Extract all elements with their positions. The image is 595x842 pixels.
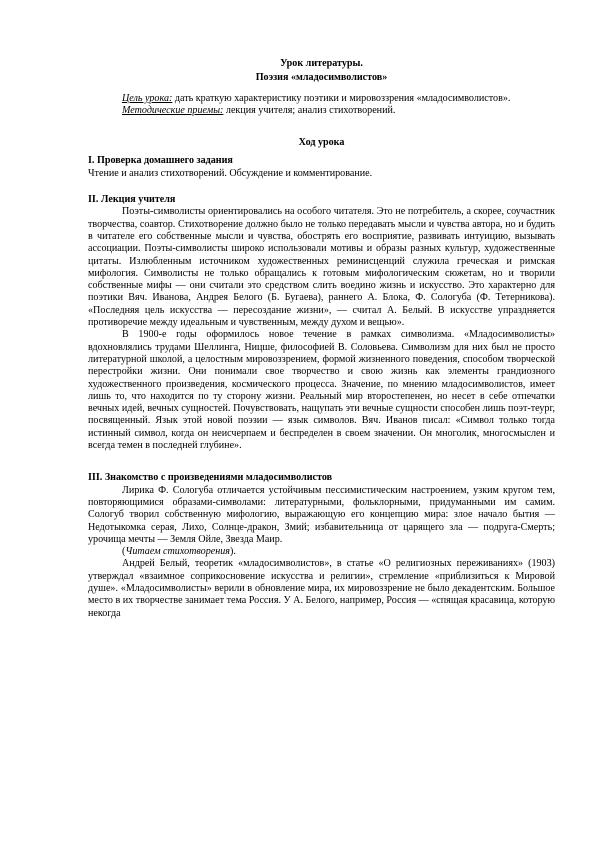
methods-paragraph: [88, 105, 555, 117]
reading-note: [88, 546, 555, 558]
section-2-heading: II. Лекция учителя: [88, 194, 176, 206]
section-3-paragraph-1: Лирика Ф. Сологуба отличается устойчивым пессимистическим настроением, узким кругом тем, повторяющимися образами-символами: литературными, фольклорными, придуманными им самим. Сологуб творил собственную мифологию, выражающую его концепцию мира: злое начало бытия — Недотыкомка серая, Лихо, Солнце-дракон, Змий; избавительница от царящего зла — подруга-Смерть; урочища мечты — Земля Ойле, Звезда Маир.: [88, 484, 555, 545]
goal-paragraph: [88, 93, 555, 105]
lesson-title: Урок литературы.: [280, 58, 363, 69]
reading-open: (: [122, 546, 126, 558]
section-1-heading: I. Проверка домашнего задания: [88, 155, 233, 167]
section-2-paragraph-2: В 1900-е годы оформилось новое течение в рамках символизма. «Младосимволисты» вдохновлялись трудами Шеллинга, Ницше, философией В. Соловьева. Символизм для них был не просто литературной школой, а целостным мировоззрением, формой жизненного поведения, способом творческой перестройки жизни. Они понимали свое творчество и свою жизнь как элементы грандиозного художественного произведения, космического процесса. Значение, по мнению младосимволистов, имеет лишь то, что находится по ту сторону жизни. Реальный мир второстепенен, но несет в себе отпечатки вечных идей, вечных сущностей. Почувствовать, нащупать эти вечные сущности способен лишь поэт-теург, посвященный. Язык этой новой поэзии — язык символов. Вяч. Иванов писал: «Символ только тогда истинный символ, когда он неисчерпаем и беспределен в своем значении. Он многолик, многосмыслен и всегда темен в последней глубине».: [88, 329, 555, 452]
section-2-paragraph-1: Поэты-символисты ориентировались на особого читателя. Это не потребитель, а скорее, соучастник творчества, соавтор. Стихотворение должно было не только передавать мысли и чувства автора, но и будить в читателе его собственные мысли и чувства, обострять его восприятие, развивать интуицию, вызывать ассоциации. Поэты-символисты широко использовали мотивы и образы разных культур, художественные цитаты. Излюбленным источником художественных реминисценций служила греческая и римская мифология. Символисты не только обращались к готовым мифологическим сюжетам, но и творили собственные мифы — они считали это средством слить воедино жизнь и искусство. Это характерно для поэтики Вяч. Иванова, Андрея Белого (Б. Бугаева), раннего А. Блока, Ф. Сологуба (Ф. Тетерникова). «Последняя цель искусства — пересоздание жизни», — считал А. Белый. В искусстве упраздняется противоречие между идеальным и чувственным, между духом и вещью».: [88, 206, 555, 329]
methods-label: Методические приемы:: [122, 104, 224, 116]
section-3-paragraph-2: Андрей Белый, теоретик «младосимволистов», в статье «О религиозных переживаниях» (1903) утверждал «взаимное соприкосновение искусства и религии», стремление «приблизиться к Мировой душе». «Младосимволисты» верили в обновление мира, их мировоззрение не было декадентским. Большое место в их творчестве занимает тема Россия. У А. Белого, например, Россия — «спящая красавица, которую некогда: [88, 558, 555, 619]
lesson-heading: Ход урока: [298, 137, 345, 149]
section-1-text: Чтение и анализ стихотворений. Обсуждение и комментирование.: [88, 167, 373, 179]
goal-label: Цель урока:: [122, 92, 173, 104]
reading-close: ).: [229, 546, 236, 558]
lesson-subtitle: Поэзия «младосимволистов»: [255, 72, 388, 84]
document-page: [88, 58, 555, 620]
methods-text: лекция учителя; анализ стихотворений.: [223, 104, 396, 116]
section-3-heading: III. Знакомство с произведениями младосимволистов: [88, 472, 333, 484]
goal-text: дать краткую характеристику поэтики и мировоззрения «младосимволистов».: [172, 92, 511, 104]
reading-italic: Читаем стихотворения: [125, 546, 230, 558]
